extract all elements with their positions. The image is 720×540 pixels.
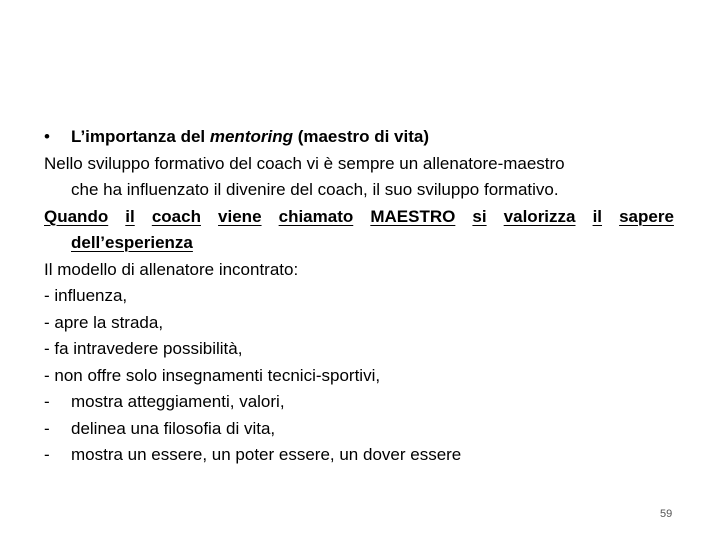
list-item-text: delinea una filosofia di vita,	[71, 418, 276, 438]
heading-text-after: (maestro di vita)	[292, 127, 430, 146]
page-number: 59	[660, 508, 673, 520]
underlined-word: valorizza	[503, 206, 576, 226]
model-intro: Il modello di allenatore incontrato:	[44, 259, 299, 279]
underlined-line-1	[44, 204, 674, 231]
underlined-word: viene	[218, 206, 262, 226]
paragraph-line-2: che ha influenzato il divenire del coach, il suo sviluppo formativo.	[71, 180, 559, 199]
underlined-word: si	[472, 206, 487, 226]
list-item-wide	[44, 416, 674, 443]
underlined-word: dell’esperienza	[71, 233, 193, 252]
underlined-word: Quando	[44, 206, 109, 226]
heading-line	[44, 124, 674, 151]
heading-italic-word: mentoring	[209, 127, 293, 146]
list-dash: -	[44, 392, 50, 411]
underlined-word: il	[125, 206, 135, 226]
list-dash: -	[44, 418, 50, 438]
underlined-word: MAESTRO	[370, 206, 456, 226]
list-item: - non offre solo insegnamenti tecnici-sportivi,	[44, 365, 381, 385]
list-item: - apre la strada,	[44, 312, 164, 332]
underlined-word: il	[592, 206, 603, 226]
list-item: - influenza,	[44, 286, 128, 305]
list-item: - fa intravedere possibilità,	[44, 339, 243, 358]
list-item-wide	[44, 389, 674, 416]
slide-body	[44, 124, 674, 469]
list-item-wide	[44, 442, 674, 469]
bullet-icon: •	[44, 127, 50, 146]
list-dash: -	[44, 445, 50, 464]
list-item-text: mostra un essere, un poter essere, un dover essere	[71, 445, 462, 464]
paragraph-line-1: Nello sviluppo formativo del coach vi è sempre un allenatore-maestro	[44, 153, 565, 173]
heading-text-before: L’importanza del	[71, 127, 210, 146]
underlined-word: sapere	[619, 206, 674, 226]
underlined-line-2	[44, 230, 674, 257]
underlined-word: chiamato	[278, 206, 354, 226]
underlined-word: coach	[151, 206, 201, 226]
list-item-text: mostra atteggiamenti, valori,	[71, 392, 285, 411]
